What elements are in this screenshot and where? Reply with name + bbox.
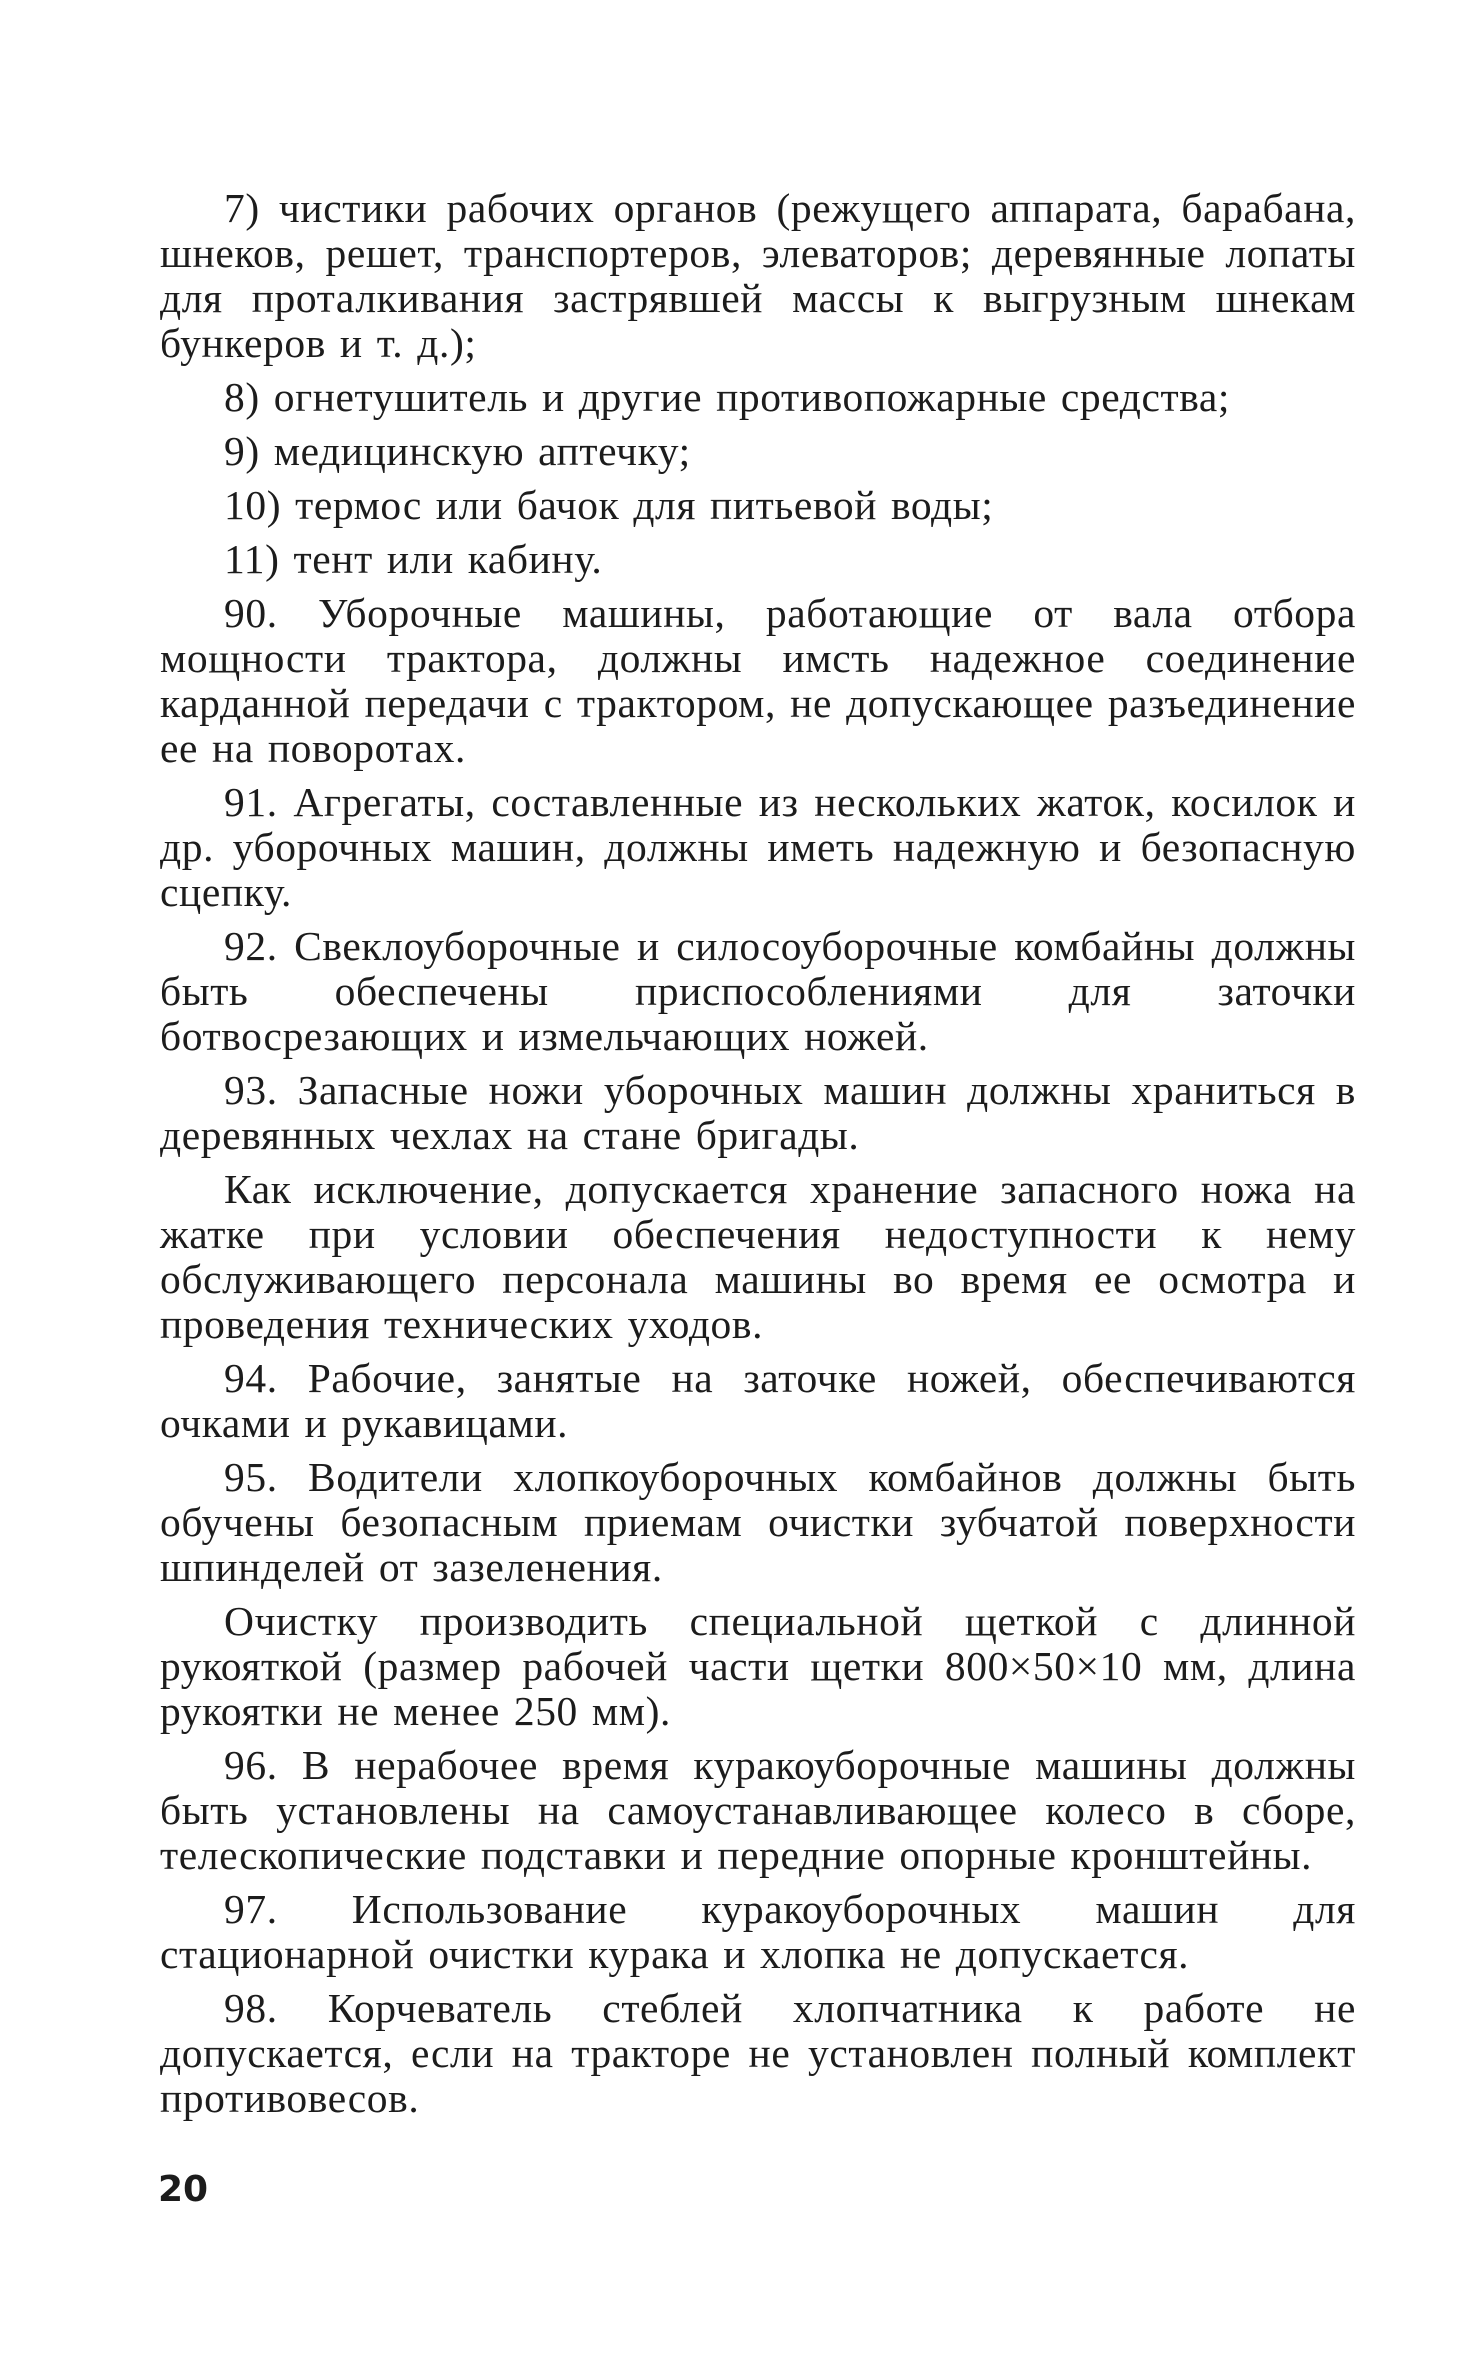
- section-90: 90. Уборочные машины, работающие от вала отбора мощности трактора, должны имсть надежное соединение карданной передачи с трактором, не допускающее разъединение ее на поворотах.: [160, 590, 1356, 771]
- section-93-exception: Как исключение, допускается хранение запасного ножа на жатке при условии обеспечения недоступности к нему обслуживающего персонала машины во время ее осмотра и проведения технических уходов.: [160, 1166, 1356, 1347]
- section-97: 97. Использование куракоуборочных машин для стационарной очистки курака и хлопка не допускается.: [160, 1886, 1356, 1977]
- section-95-cleaning: Очистку производить специальной щеткой с длинной рукояткой (размер рабочей части щетки 800×50×10 мм, длина рукоятки не менее 250 мм).: [160, 1598, 1356, 1734]
- section-92: 92. Свеклоуборочные и силосоуборочные комбайны должны быть обеспечены приспособлениями для заточки ботвосрезающих и измельчающих ножей.: [160, 923, 1356, 1059]
- section-94: 94. Рабочие, занятые на заточке ножей, обеспечиваются очками и рукавицами.: [160, 1355, 1356, 1446]
- section-98: 98. Корчеватель стеблей хлопчатника к работе не допускается, если на тракторе не установлен полный комплект противовесов.: [160, 1985, 1356, 2121]
- section-93: 93. Запасные ножи уборочных машин должны храниться в деревянных чехлах на стане бригады.: [160, 1067, 1356, 1158]
- list-item-7: 7) чистики рабочих органов (режущего аппарата, барабана, шнеков, решет, транспортеров, элеваторов; деревянные лопаты для проталкивания застрявшей массы к выгрузным шнекам бункеров и т. д.);: [160, 185, 1356, 366]
- list-item-9: 9) медицинскую аптечку;: [224, 428, 691, 474]
- list-item-11: 11) тент или кабину.: [224, 536, 603, 582]
- section-96: 96. В нерабочее время куракоуборочные машины должны быть установлены на самоустанавливающее колесо в сборе, телескопические подставки и передние опорные кронштейны.: [160, 1742, 1356, 1878]
- list-item-10: 10) термос или бачок для питьевой воды;: [224, 482, 994, 528]
- list-item-8: 8) огнетушитель и другие противопожарные средства;: [224, 374, 1231, 420]
- section-95: 95. Водители хлопкоуборочных комбайнов должны быть обучены безопасным приемам очистки зубчатой поверхности шпинделей от зазеленения.: [160, 1454, 1356, 1590]
- section-91: 91. Агрегаты, составленные из нескольких жаток, косилок и др. уборочных машин, должны иметь надежную и безопасную сцепку.: [160, 779, 1356, 915]
- page-body: [160, 186, 1356, 2121]
- page-number: 20: [158, 2169, 209, 2210]
